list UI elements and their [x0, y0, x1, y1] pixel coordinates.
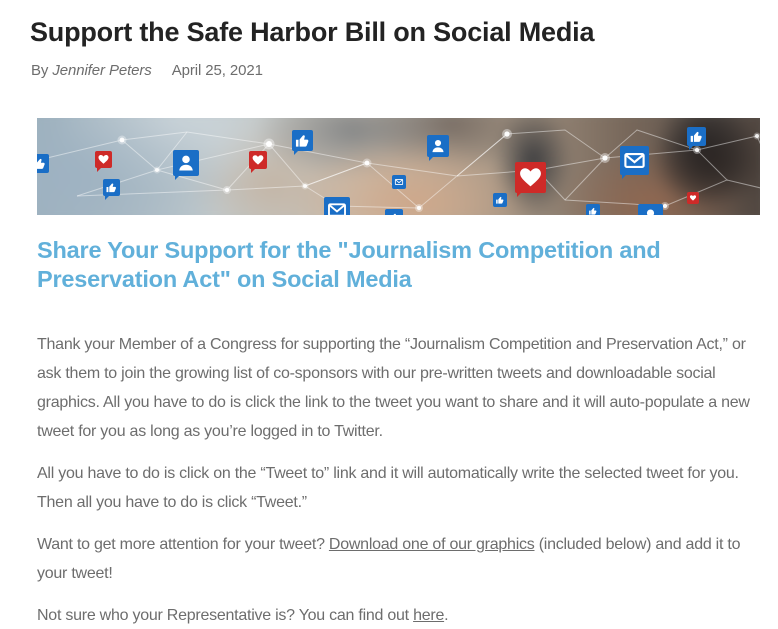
- thumbs-up-icon: [292, 130, 313, 151]
- text-run: Not sure who your Representative is? You can find out: [37, 607, 414, 625]
- text-run: All you have to do is click on the “Tweet to” link and it will automatically write the selected tweet for you. Then all you have to do is click “Tweet.”: [37, 465, 739, 512]
- heart-icon: [249, 151, 267, 169]
- article-body: [37, 330, 760, 629]
- mail-icon: [392, 175, 406, 189]
- page-title: Support the Safe Harbor Bill on Social Media: [30, 17, 595, 47]
- paragraph: [37, 530, 760, 588]
- thumbs-up-icon: [586, 204, 600, 215]
- hero-image: [37, 118, 760, 215]
- byline-prefix: By: [31, 62, 49, 80]
- text-run: Thank your Member of a Congress for supporting the “Journalism Competition and Preservation Act,” or ask them to join the growing list of co-sponsors with our pre-written tweets and downloadable social graphics. All you have to do is click the link to the tweet you want to share and it will auto-populate a new tweet for you as long as you’re logged in to Twitter.: [37, 336, 750, 441]
- heart-icon: [515, 162, 546, 193]
- thumbs-up-icon: [385, 209, 403, 215]
- publish-date: April 25, 2021: [171, 62, 263, 80]
- user-icon: [173, 150, 199, 176]
- hero-icon-layer: [37, 118, 760, 215]
- heart-icon: [95, 151, 112, 168]
- download-graphics-link[interactable]: Download one of our graphics: [328, 536, 535, 554]
- heart-icon: [687, 192, 699, 204]
- mail-icon: [620, 146, 649, 175]
- section-heading: Share Your Support for the "Journalism Competition and Preservation Act" on Social Media: [37, 237, 661, 293]
- text-run: (included below) and add it to your tweet!: [37, 536, 741, 583]
- paragraph: [37, 459, 760, 517]
- thumbs-up-icon: [37, 154, 49, 173]
- mail-icon: [324, 197, 350, 215]
- text-run: .: [444, 607, 449, 625]
- thumbs-up-icon: [493, 193, 507, 207]
- paragraph: [37, 601, 760, 629]
- author-name: Jennifer Peters: [52, 62, 152, 80]
- byline: [31, 62, 748, 79]
- find-representative-link[interactable]: here: [413, 607, 445, 625]
- user-icon: [427, 135, 449, 157]
- thumbs-up-icon: [687, 127, 706, 146]
- thumbs-up-icon: [103, 179, 120, 196]
- user-icon: [638, 204, 663, 215]
- paragraph: [37, 330, 760, 446]
- text-run: Want to get more attention for your tweet?: [37, 536, 329, 554]
